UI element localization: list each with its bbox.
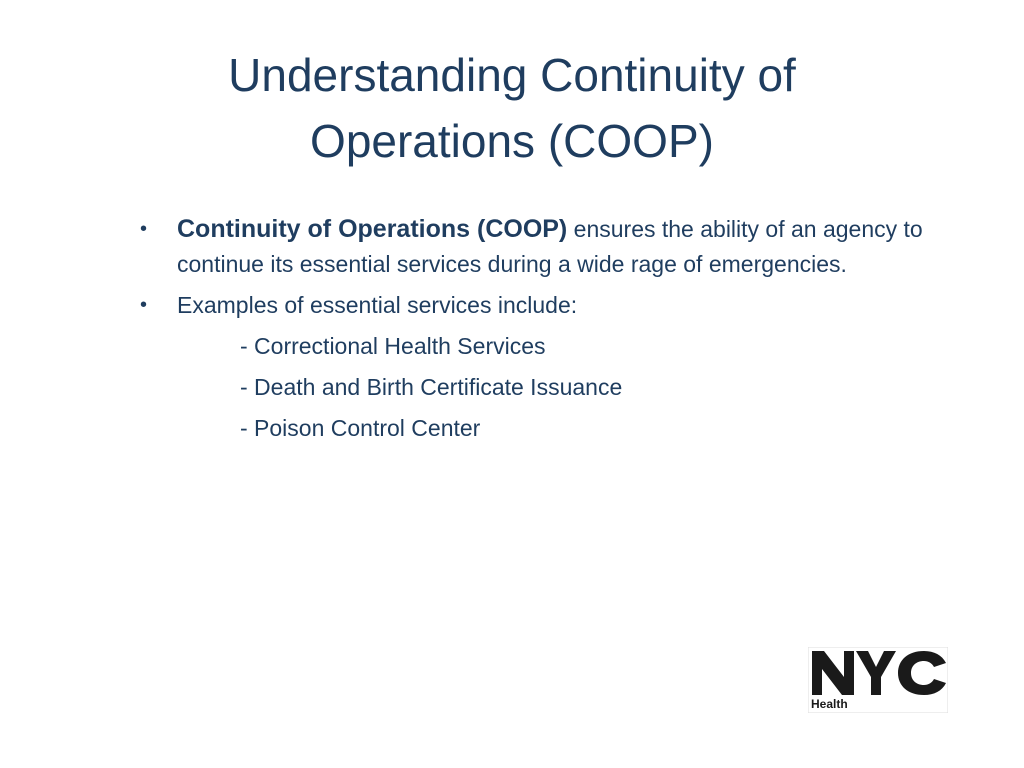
bullet-item-examples <box>140 288 940 323</box>
bullet-dot-icon: • <box>140 218 148 240</box>
nyc-health-logo <box>808 647 948 713</box>
logo-label: Health <box>811 697 848 711</box>
bullet-text: Examples of essential services include: <box>177 292 578 318</box>
bullet-text: ensures the ability of an agency to continue its essential services during a wide rage of emergencies. <box>177 216 923 277</box>
sub-item-poison-control: - Poison Control Center <box>240 415 481 441</box>
slide-title <box>100 42 924 174</box>
nyc-health-logo-icon <box>808 647 948 713</box>
title-line-2: Operations (COOP) <box>310 115 714 167</box>
title-line-1: Understanding Continuity of <box>228 49 796 101</box>
bullet-dot-icon: • <box>140 294 148 316</box>
bullet-bold-lead: Continuity of Operations (COOP) <box>177 215 568 243</box>
sub-item-correctional-health: - Correctional Health Services <box>240 333 546 359</box>
bullet-item-coop-definition <box>140 212 940 282</box>
bullet-list <box>140 212 940 452</box>
sub-item-certificate-issuance: - Death and Birth Certificate Issuance <box>240 374 623 400</box>
